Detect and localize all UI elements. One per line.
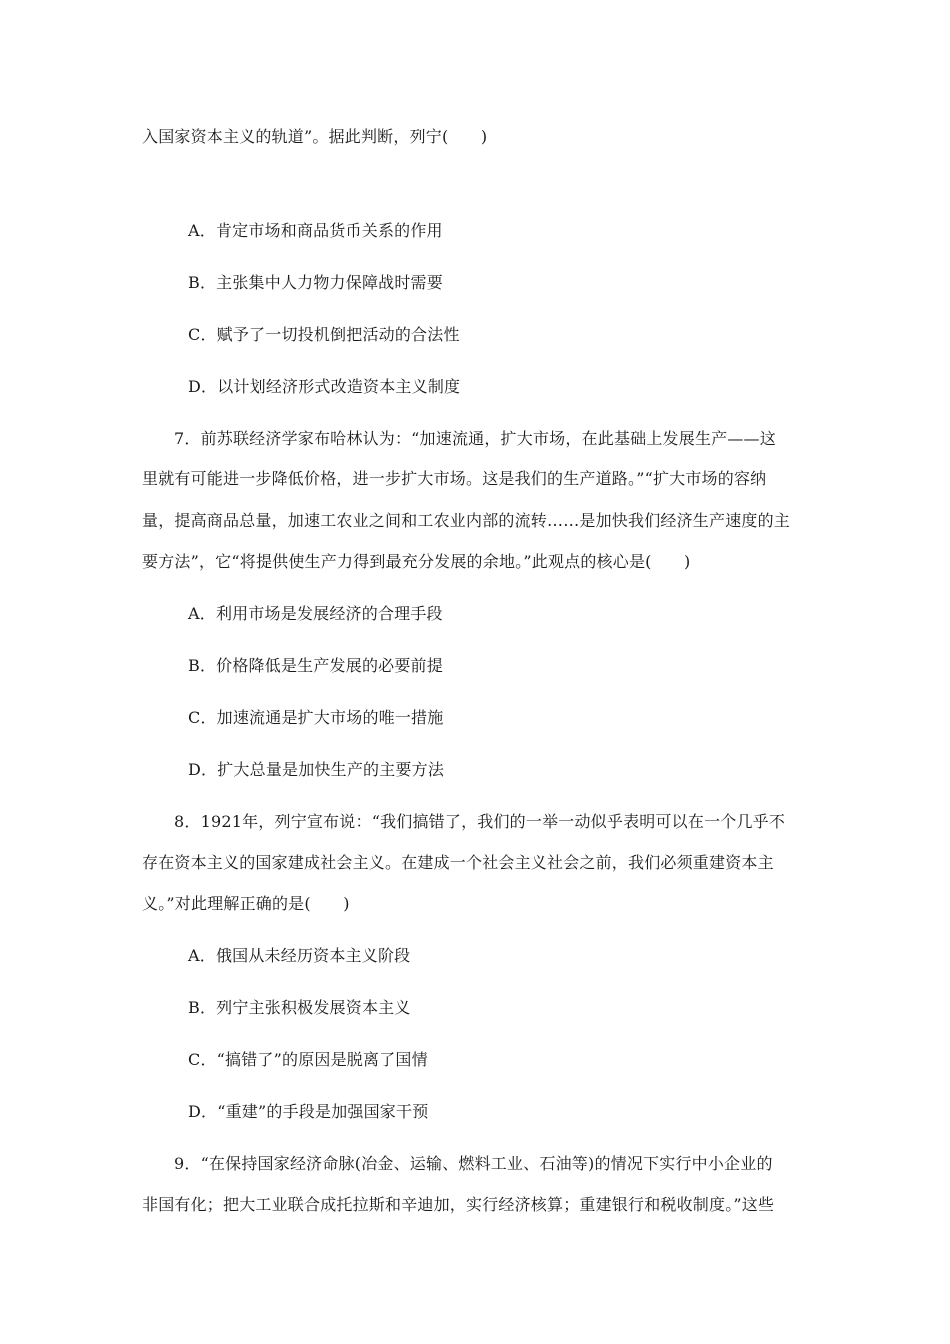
question-6-option-b: B．主张集中人力物力保障战时需要: [188, 273, 443, 292]
question-8-option-c: C．“搞错了”的原因是脱离了国情: [188, 1050, 428, 1069]
question-8-stem-line-3: 义。”对此理解正确的是( ): [142, 894, 350, 913]
question-6-option-a: A．肯定市场和商品货币关系的作用: [188, 221, 443, 240]
question-8-option-a: A．俄国从未经历资本主义阶段: [188, 946, 411, 965]
question-6-option-d: D．以计划经济形式改造资本主义制度: [188, 377, 461, 396]
question-7-stem-line-2: 里就有可能进一步降低价格，进一步扩大市场。这是我们的生产道路。”“扩大市场的容纳: [142, 469, 767, 488]
question-7-stem-line-4: 要方法”，它“将提供使生产力得到最充分发展的余地。”此观点的核心是( ): [142, 552, 691, 571]
question-8-stem-line-2: 存在资本主义的国家建成社会主义。在建成一个社会主义社会之前，我们必须重建资本主: [142, 853, 774, 872]
question-6-stem-end: 入国家资本主义的轨道”。据此判断，列宁( ): [142, 127, 488, 146]
question-7-option-d: D．扩大总量是加快生产的主要方法: [188, 760, 445, 779]
question-9-stem-line-1: 9．“在保持国家经济命脉(冶金、运输、燃料工业、石油等)的情况下实行中小企业的: [174, 1154, 773, 1173]
question-9-stem-line-2: 非国有化；把大工业联合成托拉斯和辛迪加，实行经济核算；重建银行和税收制度。”这些: [142, 1195, 775, 1214]
question-6-option-c: C．赋予了一切投机倒把活动的合法性: [188, 325, 460, 344]
question-8-stem-line-1: 8．1921年，列宁宣布说：“我们搞错了，我们的一举一动似乎表明可以在一个几乎不: [174, 812, 786, 831]
question-8-option-d: D．“重建”的手段是加强国家干预: [188, 1102, 429, 1121]
question-7-option-c: C．加速流通是扩大市场的唯一措施: [188, 708, 444, 727]
question-8-option-b: B．列宁主张积极发展资本主义: [188, 998, 411, 1017]
question-7-option-b: B．价格降低是生产发展的必要前提: [188, 656, 443, 675]
question-7-option-a: A．利用市场是发展经济的合理手段: [188, 604, 443, 623]
question-7-stem-line-3: 量，提高商品总量，加速工农业之间和工农业内部的流转……是加快我们经济生产速度的主: [142, 511, 791, 530]
question-7-stem-line-1: 7．前苏联经济学家布哈林认为：“加速流通，扩大市场，在此基础上发展生产——这: [174, 429, 776, 448]
